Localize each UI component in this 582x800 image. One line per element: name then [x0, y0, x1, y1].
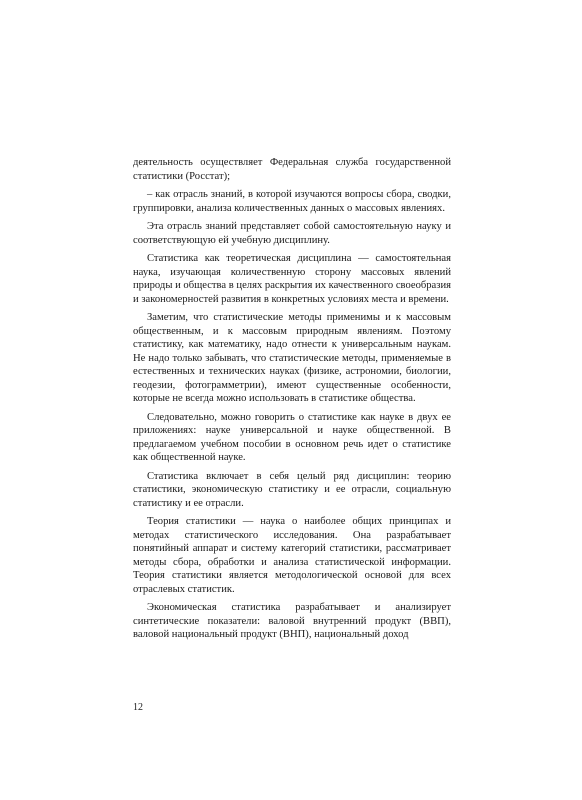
paragraph-8: Теория статистики — наука о наиболее общих принципах и методах статистического исследования. Она разрабатывает понятийный аппарат и систему категорий статистики, рассматривает методы сбора, обработки и анализа статистической информации. Теория статистики является методологической основой для всех отраслевых статистик.: [133, 516, 451, 595]
body-text: [133, 156, 451, 647]
paragraph-1: деятельность осуществляет Федеральная служба государственной статистики (Росстат);: [133, 157, 451, 182]
paragraph-3: Эта отрасль знаний представляет собой самостоятельную науку и соответствующую ей учебную дисциплину.: [133, 221, 451, 246]
paragraph-6: Следовательно, можно говорить о статистике как науке в двух ее приложениях: науке универсальной и науке общественной. В предлагаемом учебном пособии в основном речь идет о статистике как общественной науке.: [133, 411, 451, 463]
paragraph-9: Экономическая статистика разрабатывает и анализирует синтетические показатели: валовой внутренний продукт (ВВП), валовой национальный продукт (ВНП), национальный доход: [133, 602, 451, 640]
paragraph-5: Заметим, что статистические методы применимы и к массовым общественным, и к массовым природным явлениям. Поэтому статистику, как математику, надо отнести к универсальным наукам. Не надо только забывать, что статистические методы, применяемые в естественных и технических науках (физике, астрономии, биологии, геодезии, фотограмметрии), имеют существенные особенности, которые не всегда можно использовать в статистике общества.: [133, 312, 451, 404]
page-number: 12: [133, 702, 143, 713]
paragraph-2: – как отрасль знаний, в которой изучаются вопросы сбора, сводки, группировки, анализа количественных данных о массовых явлениях.: [133, 189, 451, 214]
paragraph-7: Статистика включает в себя целый ряд дисциплин: теорию статистики, экономическую статистику и ее отрасли, социальную статистику и ее отрасли.: [133, 470, 451, 509]
paragraph-4: Статистика как теоретическая дисциплина — самостоятельная наука, изучающая количественную сторону массовых явлений природы и общества в целях раскрытия их качественного своеобразия и закономерностей развития в конкретных условиях места и времени.: [133, 253, 451, 305]
